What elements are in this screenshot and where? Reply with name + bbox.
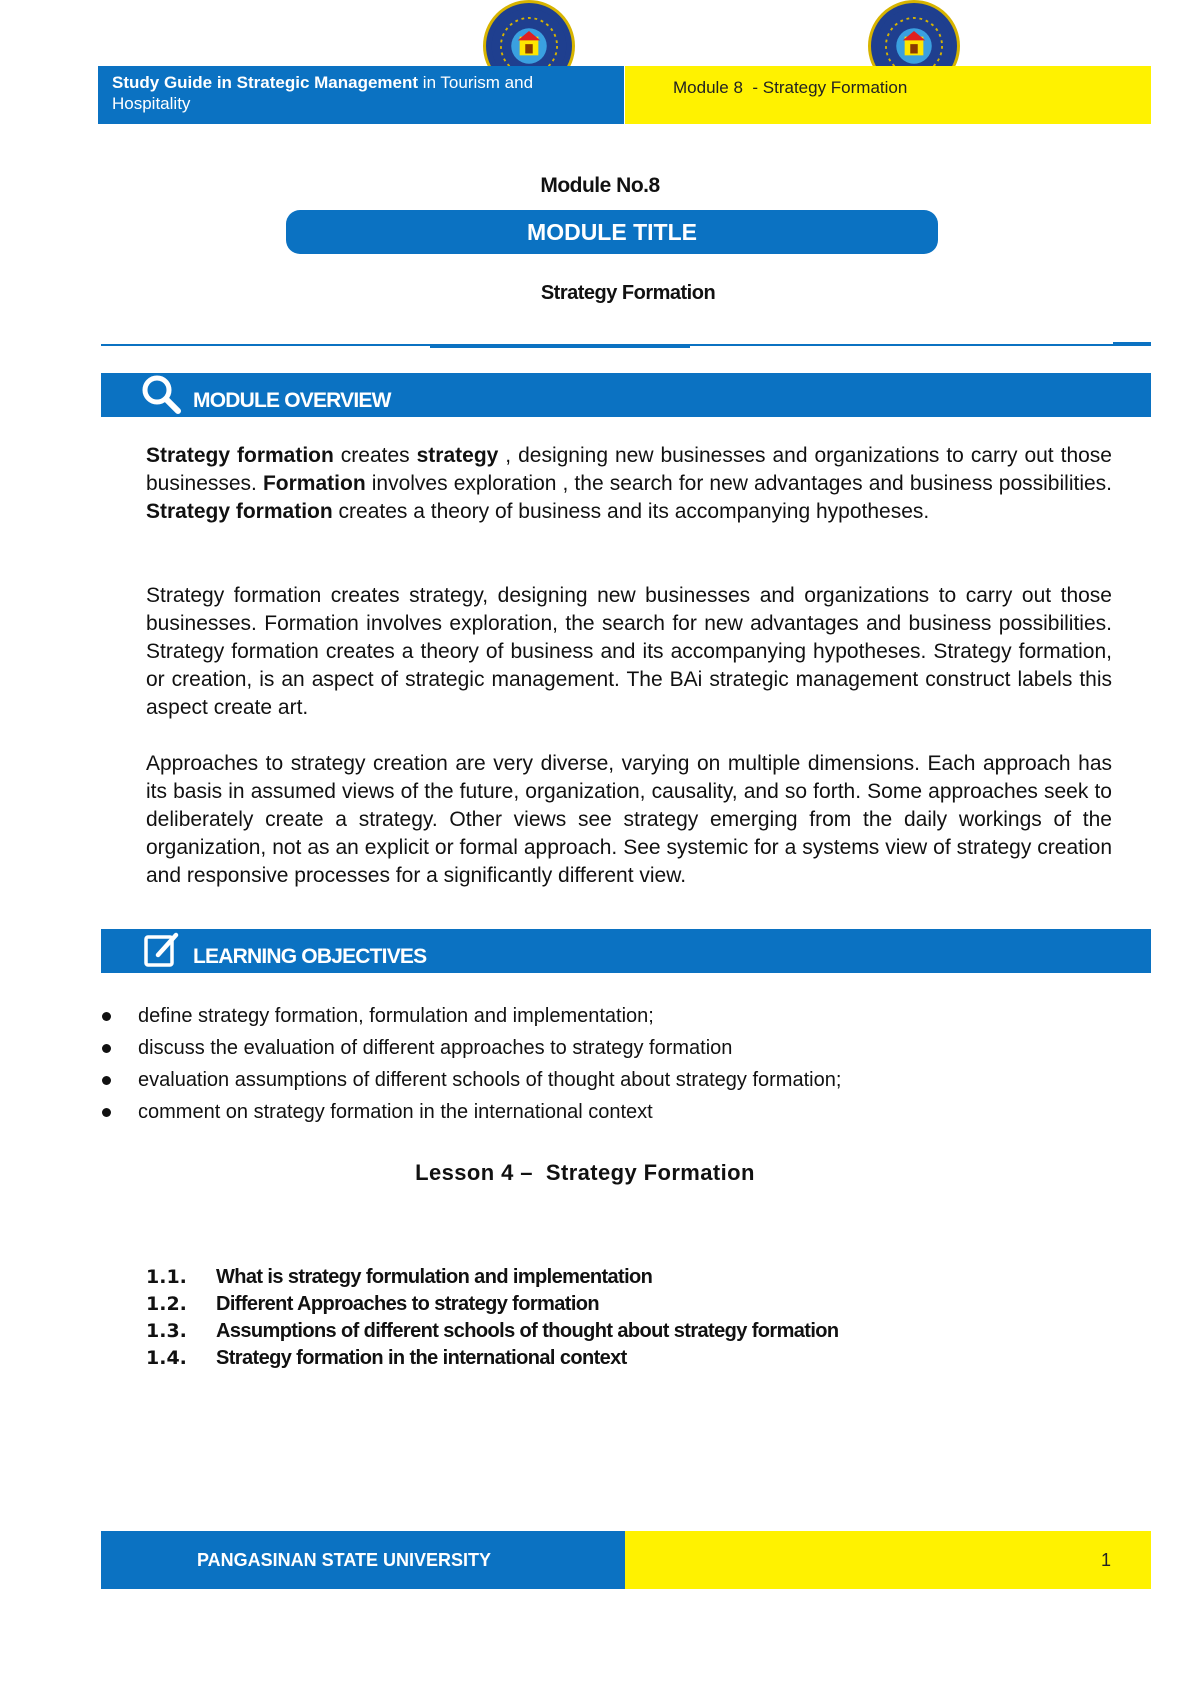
topic-number: 1.4.: [146, 1347, 187, 1369]
divider-accent-end: [1113, 342, 1151, 345]
header-study-guide: [98, 66, 624, 124]
text-run: creates: [333, 444, 417, 467]
bold-term: Strategy formation: [146, 444, 334, 467]
bold-term: Strategy formation: [146, 500, 333, 523]
footer-university: PANGASINAN STATE UNIVERSITY: [101, 1531, 625, 1589]
edit-note-icon: [140, 929, 182, 971]
list-item: evaluation assumptions of different schools of thought about strategy formation;: [98, 1064, 841, 1096]
topic-number: 1.2.: [146, 1293, 187, 1315]
footer-page-number: 1: [625, 1531, 1151, 1589]
learning-objectives-heading: LEARNING OBJECTIVES: [193, 945, 427, 968]
module-overview-heading: MODULE OVERVIEW: [193, 389, 391, 412]
bold-term: strategy: [416, 444, 499, 467]
text-run: creates a theory of business and its accompanying hypotheses.: [332, 500, 930, 523]
list-item: [146, 1345, 839, 1372]
list-item: comment on strategy formation in the international context: [98, 1096, 841, 1128]
list-item: [146, 1318, 839, 1345]
list-item: [146, 1264, 839, 1291]
header-module-label: Module 8 - Strategy Formation: [625, 66, 1151, 124]
text-run: involves exploration , the search for new advantages and business possibilities.: [365, 472, 1112, 495]
header-study-guide-regular: in Tourism and Hospitality: [112, 73, 534, 113]
divider-accent: [430, 345, 690, 348]
topic-text: Strategy formation in the international context: [216, 1347, 627, 1369]
topic-number: 1.1.: [146, 1266, 187, 1288]
learning-objectives-bar: [101, 929, 1151, 973]
magnifier-icon: [140, 373, 182, 415]
module-title-pill: MODULE TITLE: [286, 210, 938, 254]
lesson-topics: [146, 1264, 839, 1372]
text-run: , designing new businesses and organizations to carry out those businesses.: [146, 444, 1112, 495]
module-overview-bar: [101, 373, 1151, 417]
lesson-title: Lesson 4 – Strategy Formation: [415, 1160, 755, 1185]
list-item: [146, 1291, 839, 1318]
module-subtitle: Strategy Formation: [540, 282, 716, 304]
list-item: define strategy formation, formulation and implementation;: [98, 1000, 841, 1032]
overview-paragraph-2: Strategy formation creates strategy, designing new businesses and organizations to carry out those businesses. Formation involves exploration, the search for new advantages and business possibilities. Strategy formation creates a theory of business and its accompanying hypotheses. Strategy formation, or creation, is an aspect of strategic management. The BAi strategic management construct labels this aspect create art.: [146, 584, 1112, 719]
topic-text: Assumptions of different schools of thought about strategy formation: [216, 1320, 839, 1342]
overview-paragraph-1: [146, 442, 1112, 526]
topic-number: 1.3.: [146, 1320, 187, 1342]
topic-text: What is strategy formulation and implementation: [216, 1266, 653, 1288]
objectives-list: [98, 1000, 841, 1128]
module-number: Module No.8: [540, 174, 660, 197]
bold-term: Formation: [262, 472, 366, 495]
list-item: discuss the evaluation of different approaches to strategy formation: [98, 1032, 841, 1064]
topic-text: Different Approaches to strategy formation: [216, 1293, 600, 1315]
overview-paragraph-3: Approaches to strategy creation are very diverse, varying on multiple dimensions. Each approach has its basis in assumed views of the future, organization, causality, and so forth. Some approaches seek to deliberately create a strategy. Other views see strategy emerging from the daily workings of the organization, not as an explicit or formal approach. See systemic for a systems view of strategy creation and responsive processes for a significantly different view.: [146, 752, 1112, 887]
header-study-guide-bold: Study Guide in Strategic Management: [112, 73, 419, 92]
